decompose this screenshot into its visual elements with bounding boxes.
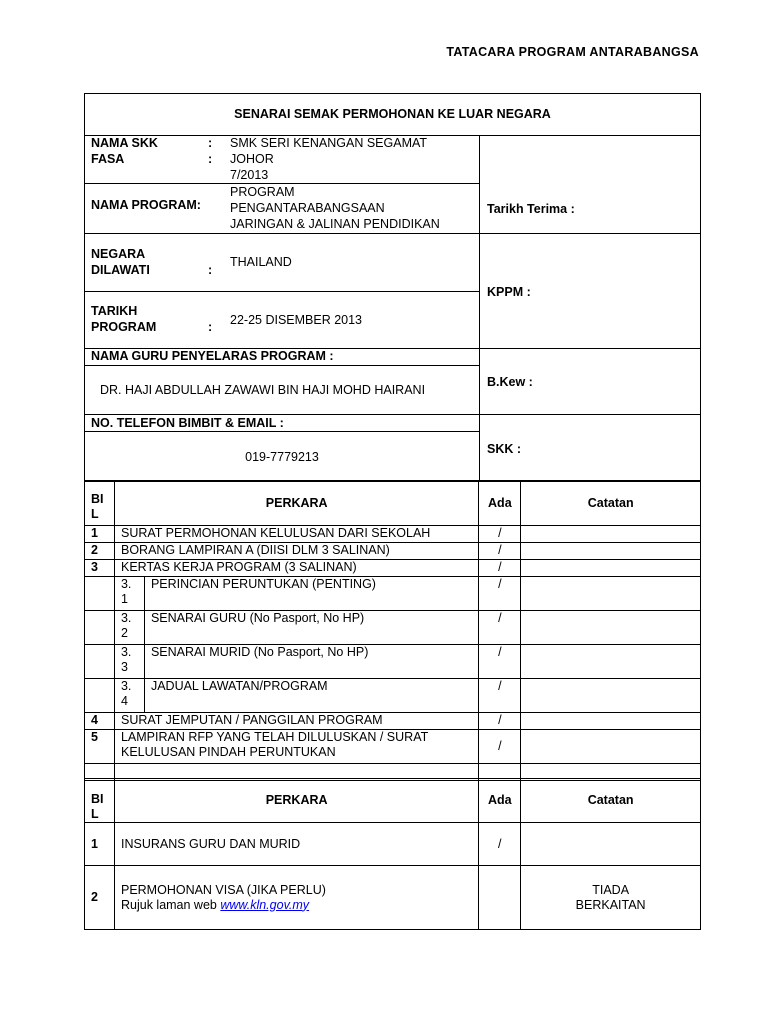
tarikh-program-label-line2: PROGRAM: [91, 320, 157, 334]
table-row: [85, 713, 701, 730]
bil-cell: 5: [85, 730, 115, 764]
ada-cell: /: [479, 823, 521, 866]
bil-cell: [85, 645, 115, 679]
bil-cell: [85, 679, 115, 713]
sub-number-cell: 3. 4: [114, 679, 144, 713]
table-row: [85, 560, 701, 577]
bkew-label: B.Kew :: [487, 375, 533, 389]
nama-skk-label: NAMA SKK: [91, 136, 158, 150]
table-row: [85, 823, 701, 866]
catatan-cell: [521, 823, 701, 866]
catatan-header: Catatan: [521, 482, 701, 526]
colon: :: [208, 136, 213, 150]
table-header-row: [85, 482, 701, 526]
negara-label-line2: DILAWATI: [91, 263, 150, 277]
bil-cell: 2: [85, 866, 115, 930]
checklist-table-2: [84, 778, 701, 930]
ada-cell: [479, 866, 521, 930]
perkara-header: PERKARA: [114, 482, 478, 526]
bil-cell: 1: [85, 526, 115, 543]
telefon-label: NO. TELEFON BIMBIT & EMAIL :: [91, 416, 284, 430]
kln-website-link[interactable]: www.kln.gov.my: [220, 897, 310, 912]
bil-header: BI L: [85, 482, 115, 526]
catatan-cell: [521, 679, 701, 713]
bil-cell: [85, 611, 115, 645]
nama-program-value-line1: PROGRAM: [230, 185, 295, 199]
perkara-cell: INSURANS GURU DAN MURID: [114, 823, 478, 866]
telefon-value: 019-7779213: [245, 450, 319, 464]
perkara-cell: SURAT PERMOHONAN KELULUSAN DARI SEKOLAH: [114, 526, 478, 543]
table-row: [85, 730, 701, 764]
tarikh-terima-label: Tarikh Terima :: [487, 202, 575, 216]
bil-cell: 4: [85, 713, 115, 730]
ada-cell: /: [479, 577, 521, 611]
guru-value: DR. HAJI ABDULLAH ZAWAWI BIN HAJI MOHD HAIRANI: [100, 383, 426, 397]
nama-program-value-line2: PENGANTARABANGSAAN: [230, 201, 385, 215]
colon: :: [208, 152, 213, 166]
table-row: [85, 526, 701, 543]
sub-number-cell: 3. 1: [114, 577, 144, 611]
bil-cell: [85, 577, 115, 611]
perkara-cell: KERTAS KERJA PROGRAM (3 SALINAN): [114, 560, 478, 577]
nama-program-value-line3: JARINGAN & JALINAN PENDIDIKAN: [230, 217, 440, 231]
perkara-cell: SENARAI MURID (No Pasport, No HP): [144, 645, 478, 679]
sub-number-cell: 3. 3: [114, 645, 144, 679]
catatan-cell: [521, 730, 701, 764]
fasa-label: FASA: [91, 152, 125, 166]
fasa-value-2: 7/2013: [230, 168, 269, 182]
perkara-cell: JADUAL LAWATAN/PROGRAM: [144, 679, 478, 713]
perkara-text: PERMOHONAN VISA (JIKA PERLU): [120, 882, 326, 897]
ada-cell: /: [479, 713, 521, 730]
skk-label: SKK :: [487, 442, 522, 456]
nama-program-label: NAMA PROGRAM:: [91, 198, 201, 212]
ada-cell: /: [479, 543, 521, 560]
table-subrow: [85, 611, 701, 645]
perkara-header: PERKARA: [114, 779, 478, 823]
bil-cell: 1: [85, 823, 115, 866]
nama-skk-value: SMK SERI KENANGAN SEGAMAT: [230, 136, 428, 150]
checklist-table: [84, 481, 701, 781]
ada-cell: /: [479, 679, 521, 713]
perkara-cell: LAMPIRAN RFP YANG TELAH DILULUSKAN / SURAT KELULUSAN PINDAH PERUNTUKAN: [114, 730, 478, 764]
ada-cell: /: [479, 730, 521, 764]
catatan-header: Catatan: [521, 779, 701, 823]
catatan-cell: [521, 560, 701, 577]
catatan-cell: [521, 645, 701, 679]
rujuk-text: Rujuk laman web www.kln.gov.my: [120, 897, 310, 912]
table-subrow: [85, 645, 701, 679]
catatan-cell: [521, 713, 701, 730]
catatan-cell: TIADA BERKAITAN: [521, 866, 701, 930]
fasa-value: JOHOR: [230, 152, 274, 166]
kppm-label: KPPM :: [487, 285, 531, 299]
tarikh-program-label-line1: TARIKH: [91, 304, 138, 318]
catatan-cell: [521, 577, 701, 611]
guru-label: NAMA GURU PENYELARAS PROGRAM :: [91, 349, 334, 363]
bil-header: BI L: [85, 779, 115, 823]
bil-cell: 3: [85, 560, 115, 577]
ada-cell: /: [479, 560, 521, 577]
perkara-cell: SENARAI GURU (No Pasport, No HP): [144, 611, 478, 645]
ada-header: Ada: [479, 779, 521, 823]
colon: :: [208, 263, 213, 277]
perkara-cell: BORANG LAMPIRAN A (DIISI DLM 3 SALINAN): [114, 543, 478, 560]
document-header: TATACARA PROGRAM ANTARABANGSA: [446, 45, 699, 59]
ada-cell: /: [479, 611, 521, 645]
catatan-cell: [521, 543, 701, 560]
ada-cell: /: [479, 645, 521, 679]
catatan-cell: [521, 526, 701, 543]
ada-cell: /: [479, 526, 521, 543]
negara-value: THAILAND: [230, 255, 292, 269]
table-header-row: [85, 779, 701, 823]
ada-header: Ada: [479, 482, 521, 526]
table-row: [85, 543, 701, 560]
sub-number-cell: 3. 2: [114, 611, 144, 645]
form-title: SENARAI SEMAK PERMOHONAN KE LUAR NEGARA: [234, 107, 551, 121]
table-subrow: [85, 577, 701, 611]
perkara-cell: SURAT JEMPUTAN / PANGGILAN PROGRAM: [114, 713, 478, 730]
perkara-cell: PERINCIAN PERUNTUKAN (PENTING): [144, 577, 478, 611]
bil-cell: 2: [85, 543, 115, 560]
catatan-cell: [521, 611, 701, 645]
table-row: [85, 866, 701, 930]
negara-label-line1: NEGARA: [91, 247, 146, 261]
tarikh-program-value: 22-25 DISEMBER 2013: [230, 313, 363, 327]
perkara-cell: [114, 866, 478, 930]
colon: :: [208, 320, 213, 334]
table-subrow: [85, 679, 701, 713]
